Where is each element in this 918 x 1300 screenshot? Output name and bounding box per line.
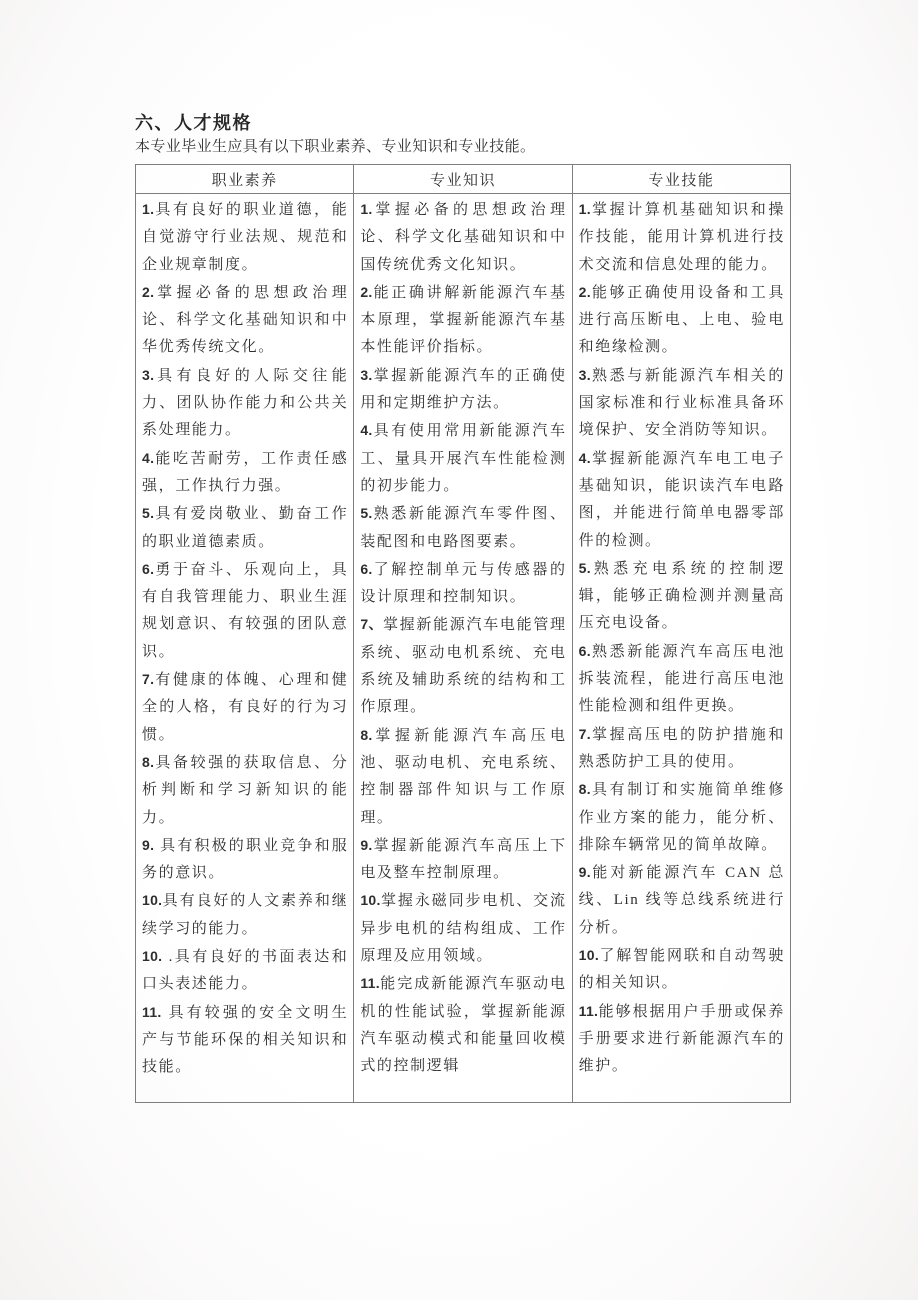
item-number: 6. [578, 642, 591, 659]
list-item: 4.掌握新能源汽车电工电子基础知识，能识读汽车电路图，并能进行简单电器零部件的检测。 [578, 449, 785, 549]
list-item: 5.熟悉新能源汽车零件图、装配图和电路图要素。 [360, 505, 567, 550]
talent-spec-table [135, 164, 791, 1103]
list-item: 11. 具有较强的安全文明生产与节能环保的相关知识和技能。 [142, 1003, 349, 1076]
list-item: 2.掌握必备的思想政治理论、科学文化基础知识和中华优秀传统文化。 [142, 283, 349, 356]
list-item: 6.了解控制单元与传感器的设计原理和控制知识。 [360, 560, 567, 606]
list-item: 5.具有爱岗敬业、勤奋工作的职业道德素质。 [142, 505, 349, 550]
list-item: 4.具有使用常用新能源汽车工、量具开展汽车性能检测的初步能力。 [360, 422, 567, 494]
list-item: 7、掌握新能源汽车电能管理系统、驱动电机系统、充电系统及辅助系统的结构和工作原理。 [360, 616, 567, 716]
list-item: 10.具有良好的人文素养和继续学习的能力。 [142, 892, 349, 937]
item-number: 9. [142, 836, 155, 853]
column-header-professional-knowledge: 专业知识 [354, 165, 572, 194]
item-number: 2. [578, 283, 591, 300]
list-item: 11.能够根据用户手册或保养手册要求进行新能源汽车的维护。 [578, 1002, 785, 1075]
table-header-row [136, 165, 791, 194]
item-number: 6. [360, 560, 373, 577]
list-item: 6.熟悉新能源汽车高压电池拆装流程，能进行高压电池性能检测和组件更换。 [578, 642, 785, 715]
list-item: 8.具备较强的获取信息、分析判断和学习新知识的能力。 [142, 753, 349, 826]
list-item: 9.掌握新能源汽车高压上下电及整车控制原理。 [360, 836, 567, 882]
list-item: 6.勇于奋斗、乐观向上，具有自我管理能力、职业生涯规划意识、有较强的团队意识。 [142, 560, 349, 660]
item-number: 11. [578, 1002, 599, 1019]
cell-professional-qualities [136, 194, 354, 1103]
list-item: 2.能够正确使用设备和工具进行高压断电、上电、验电和绝缘检测。 [578, 283, 785, 356]
item-number: 5. [142, 505, 155, 522]
item-number: 2. [142, 283, 155, 300]
list-item: 1.掌握计算机基础知识和操作技能，能用计算机进行技术交流和信息处理的能力。 [578, 201, 785, 273]
item-number: 10. [142, 892, 163, 909]
item-number: 1. [142, 201, 155, 217]
list-item: 9. 具有积极的职业竞争和服务的意识。 [142, 836, 349, 882]
list-item: 3.具有良好的人际交往能力、团队协作能力和公共关系处理能力。 [142, 366, 349, 439]
item-number: 11. [360, 975, 380, 992]
item-number: 10. [360, 892, 381, 909]
item-number: 1. [360, 201, 373, 217]
item-number: 7、 [360, 616, 383, 633]
column-header-professional-qualities: 职业素养 [136, 165, 354, 194]
item-number: 4. [360, 422, 373, 439]
cell-professional-skills [572, 194, 790, 1103]
item-number: 2. [360, 283, 373, 300]
item-number: 9. [578, 864, 591, 881]
item-number: 4. [142, 449, 155, 466]
list-item: 10.掌握永磁同步电机、交流异步电机的结构组成、工作原理及应用领域。 [360, 892, 567, 965]
list-item: 1.具有良好的职业道德，能自觉游守行业法规、规范和企业规章制度。 [142, 201, 349, 273]
item-number: 8. [142, 753, 155, 770]
item-number: 3. [578, 366, 591, 383]
item-number: 6. [142, 560, 155, 577]
item-number: 3. [360, 366, 373, 383]
item-number: 5. [578, 559, 591, 576]
item-number: 7. [578, 725, 591, 742]
cell-professional-knowledge [354, 194, 572, 1103]
item-number: 1. [578, 201, 591, 217]
item-number: 8. [578, 781, 591, 798]
list-item: 2.能正确讲解新能源汽车基本原理，掌握新能源汽车基本性能评价指标。 [360, 283, 567, 356]
column-header-professional-skills: 专业技能 [572, 165, 790, 194]
list-item: 10. .具有良好的书面表达和口头表述能力。 [142, 948, 349, 993]
list-item: 1.掌握必备的思想政治理论、科学文化基础知识和中国传统优秀文化知识。 [360, 201, 567, 273]
list-item: 7.掌握高压电的防护措施和熟悉防护工具的使用。 [578, 725, 785, 770]
table-body-row [136, 194, 791, 1103]
intro-text: 本专业毕业生应具有以下职业素养、专业知识和专业技能。 [135, 139, 536, 155]
item-number: 7. [142, 671, 155, 688]
list-item: 8.具有制订和实施简单维修作业方案的能力，能分析、排除车辆常见的简单故障。 [578, 781, 785, 853]
list-item: 10.了解智能网联和自动驾驶的相关知识。 [578, 947, 785, 992]
list-item: 5.熟悉充电系统的控制逻辑，能够正确检测并测量高压充电设备。 [578, 559, 785, 632]
list-item: 8.掌握新能源汽车高压电池、驱动电机、充电系统、控制器部件知识与工作原理。 [360, 726, 567, 826]
item-number: 8. [360, 726, 373, 743]
item-number: 5. [360, 505, 373, 522]
item-number: 3. [142, 366, 155, 383]
list-item: 9.能对新能源汽车 CAN 总线、Lin 线等总线系统进行分析。 [578, 864, 785, 936]
item-number: 9. [360, 836, 373, 853]
list-item: 3.掌握新能源汽车的正确使用和定期维护方法。 [360, 366, 567, 412]
item-number: 10. [142, 948, 163, 965]
section-title: 六、人才规格 [135, 113, 252, 133]
list-item: 3.熟悉与新能源汽车相关的国家标准和行业标准具备环境保护、安全消防等知识。 [578, 366, 785, 439]
item-number: 11. [142, 1003, 162, 1020]
list-item: 11.能完成新能源汽车驱动电机的性能试验，掌握新能源汽车驱动模式和能量回收模式的控制逻辑 [360, 975, 567, 1075]
document-body [135, 111, 791, 1103]
list-item: 7.有健康的体魄、心理和健全的人格，有良好的行为习惯。 [142, 671, 349, 743]
list-item: 4.能吃苦耐劳，工作责任感强，工作执行力强。 [142, 449, 349, 494]
item-number: 4. [578, 449, 591, 466]
item-number: 10. [578, 947, 600, 964]
